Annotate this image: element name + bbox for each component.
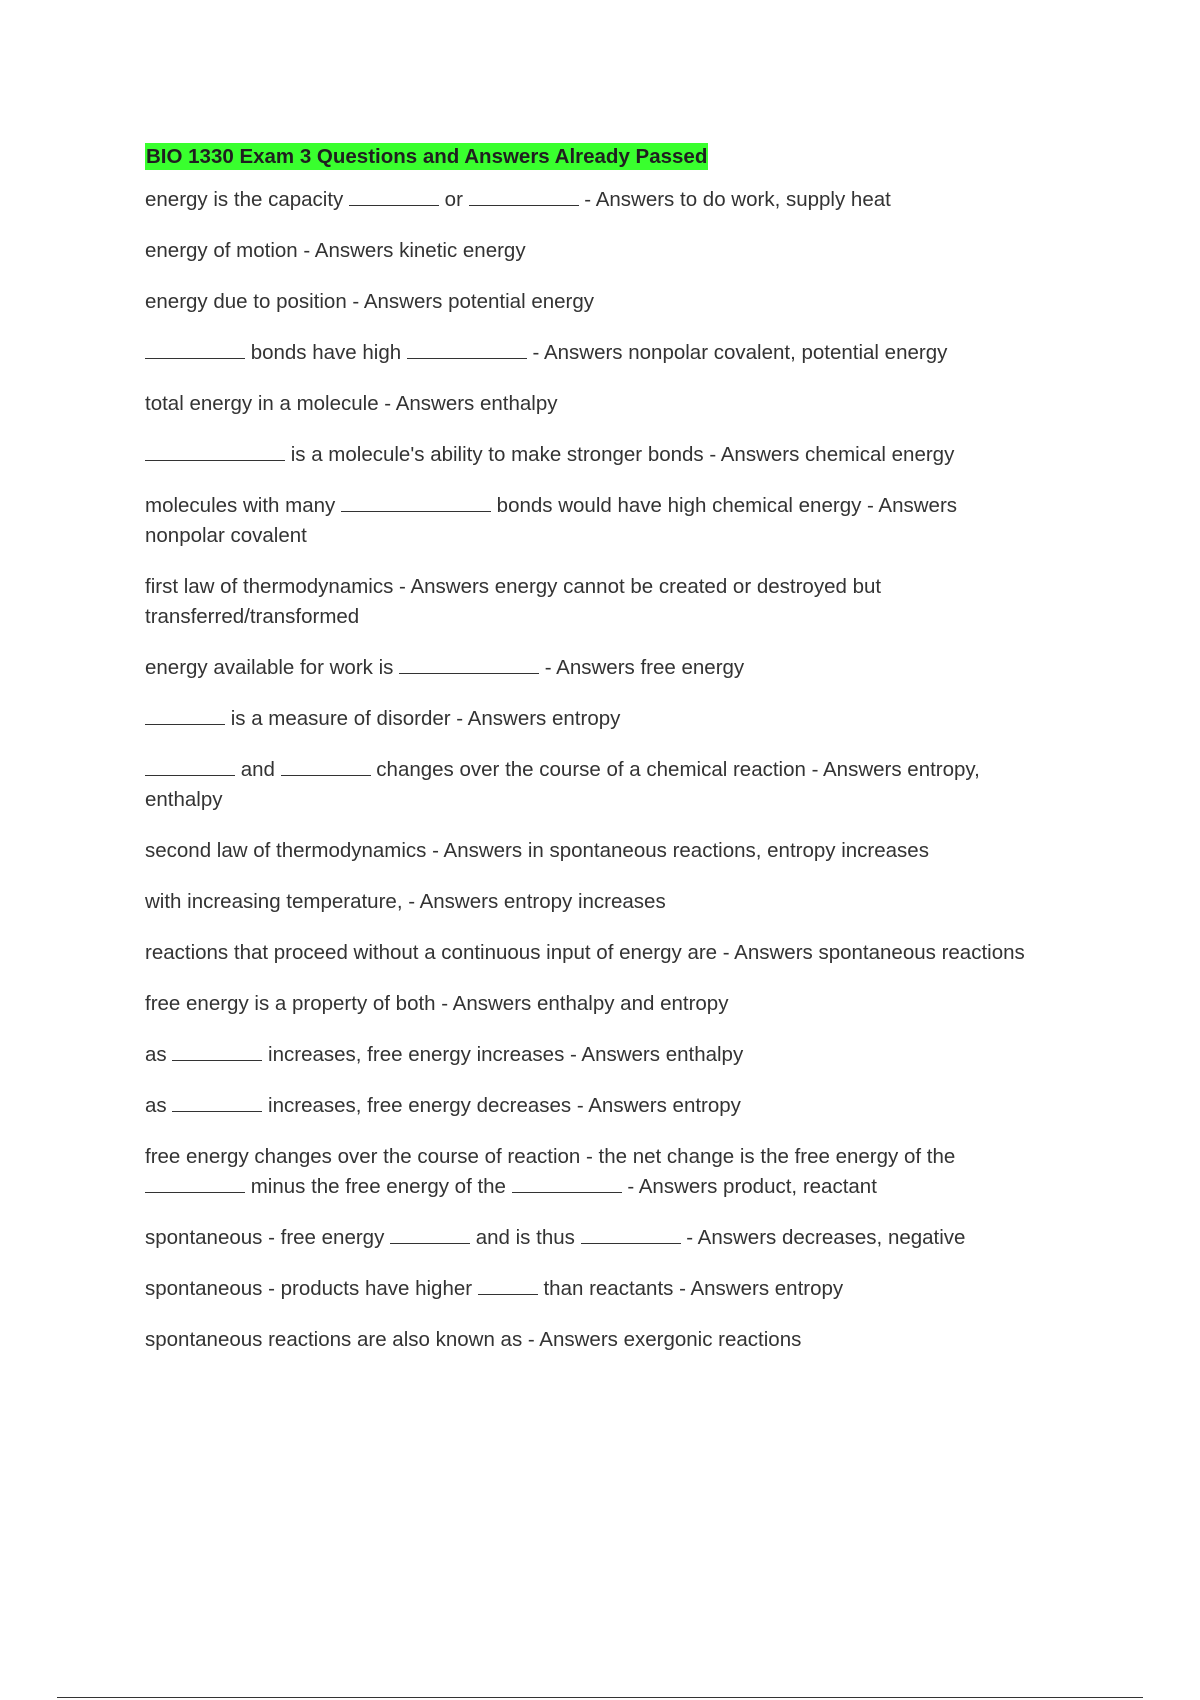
fill-in-blank bbox=[478, 1276, 538, 1295]
fill-in-blank bbox=[581, 1225, 681, 1244]
qa-text: - Answers to do work, supply heat bbox=[578, 188, 891, 211]
qa-item bbox=[145, 440, 1040, 470]
qa-item bbox=[145, 572, 1040, 632]
qa-item bbox=[145, 338, 1040, 368]
fill-in-blank bbox=[145, 757, 235, 776]
fill-in-blank bbox=[512, 1174, 622, 1193]
qa-text: reactions that proceed without a continuous input of energy are - Answers spontaneous reactions bbox=[145, 941, 1025, 964]
qa-text: energy available for work is bbox=[145, 656, 400, 679]
qa-text: total energy in a molecule - Answers enthalpy bbox=[145, 392, 558, 415]
qa-item bbox=[145, 236, 1040, 266]
qa-item bbox=[145, 185, 1040, 215]
qa-text: - Answers nonpolar covalent, potential energy bbox=[526, 341, 948, 364]
document-title: BIO 1330 Exam 3 Questions and Answers Already Passed bbox=[146, 145, 708, 168]
fill-in-blank bbox=[399, 655, 539, 674]
qa-text: bonds would have high chemical energy - Answers nonpolar covalent bbox=[145, 494, 958, 547]
qa-text: - Answers product, reactant bbox=[621, 1175, 877, 1198]
fill-in-blank bbox=[341, 493, 491, 512]
qa-text: increases, free energy increases - Answers enthalpy bbox=[262, 1043, 744, 1066]
qa-item bbox=[145, 1325, 1040, 1355]
qa-item bbox=[145, 1091, 1040, 1121]
qa-text: molecules with many bbox=[145, 494, 341, 517]
qa-text: - Answers free energy bbox=[539, 656, 745, 679]
qa-text: is a molecule's ability to make stronger bonds - Answers chemical energy bbox=[285, 443, 955, 466]
fill-in-blank bbox=[145, 340, 245, 359]
qa-text: or bbox=[438, 188, 469, 211]
qa-text: - Answers decreases, negative bbox=[680, 1226, 966, 1249]
qa-text: is a measure of disorder - Answers entropy bbox=[225, 707, 621, 730]
qa-text: as bbox=[145, 1094, 173, 1117]
qa-text: bonds have high bbox=[245, 341, 407, 364]
fill-in-blank bbox=[349, 187, 439, 206]
qa-item bbox=[145, 1274, 1040, 1304]
qa-text: increases, free energy decreases - Answers entropy bbox=[262, 1094, 741, 1117]
qa-text: spontaneous - products have higher bbox=[145, 1277, 478, 1300]
qa-item bbox=[145, 1142, 1040, 1202]
fill-in-blank bbox=[172, 1093, 262, 1112]
qa-text: first law of thermodynamics - Answers energy cannot be created or destroyed but transferred/transformed bbox=[145, 575, 882, 628]
qa-text: with increasing temperature, - Answers entropy increases bbox=[145, 890, 666, 913]
qa-item bbox=[145, 887, 1040, 917]
qa-text: spontaneous - free energy bbox=[145, 1226, 391, 1249]
qa-item bbox=[145, 989, 1040, 1019]
fill-in-blank bbox=[469, 187, 579, 206]
qa-item bbox=[145, 755, 1040, 815]
fill-in-blank bbox=[145, 706, 225, 725]
fill-in-blank bbox=[407, 340, 527, 359]
document-content bbox=[145, 143, 1040, 1376]
qa-item bbox=[145, 1040, 1040, 1070]
qa-list bbox=[145, 185, 1040, 1355]
qa-item bbox=[145, 938, 1040, 968]
qa-item bbox=[145, 653, 1040, 683]
qa-text: minus the free energy of the bbox=[245, 1175, 512, 1198]
qa-text: energy of motion - Answers kinetic energy bbox=[145, 239, 526, 262]
qa-text: as bbox=[145, 1043, 173, 1066]
qa-text: than reactants - Answers entropy bbox=[537, 1277, 844, 1300]
fill-in-blank bbox=[390, 1225, 470, 1244]
qa-item bbox=[145, 704, 1040, 734]
fill-in-blank bbox=[281, 757, 371, 776]
qa-item bbox=[145, 389, 1040, 419]
footer-divider bbox=[57, 1697, 1143, 1698]
qa-text: energy is the capacity bbox=[145, 188, 349, 211]
qa-text: changes over the course of a chemical reaction - Answers entropy, enthalpy bbox=[145, 758, 980, 811]
qa-text: energy due to position - Answers potential energy bbox=[145, 290, 594, 313]
qa-text: and bbox=[235, 758, 281, 781]
qa-text: spontaneous reactions are also known as - Answers exergonic reactions bbox=[145, 1328, 802, 1351]
qa-text: free energy changes over the course of reaction - the net change is the free energy of the bbox=[145, 1145, 956, 1168]
qa-text: free energy is a property of both - Answers enthalpy and entropy bbox=[145, 992, 729, 1015]
qa-item bbox=[145, 1223, 1040, 1253]
qa-text: second law of thermodynamics - Answers in spontaneous reactions, entropy increases bbox=[145, 839, 929, 862]
qa-item bbox=[145, 836, 1040, 866]
fill-in-blank bbox=[145, 1174, 245, 1193]
qa-item bbox=[145, 491, 1040, 551]
fill-in-blank bbox=[145, 442, 285, 461]
fill-in-blank bbox=[172, 1042, 262, 1061]
qa-text: and is thus bbox=[470, 1226, 581, 1249]
qa-item bbox=[145, 287, 1040, 317]
